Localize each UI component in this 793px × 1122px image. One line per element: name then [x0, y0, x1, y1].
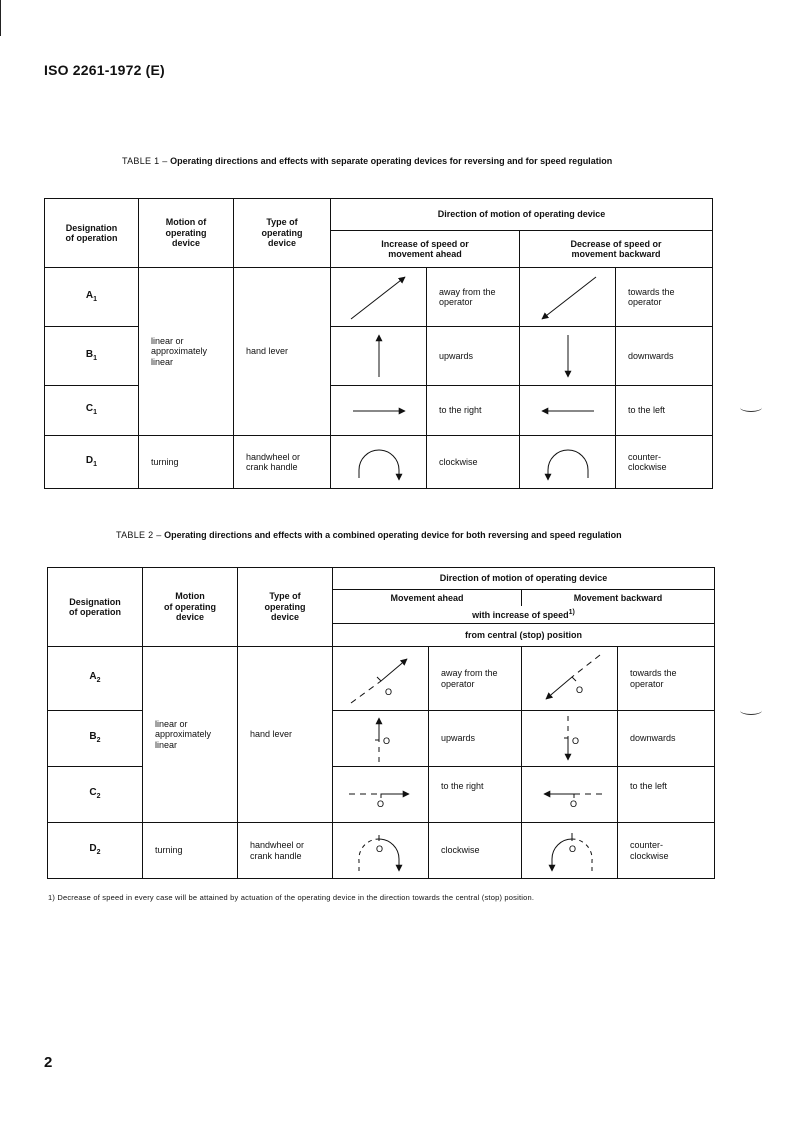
ahead-text: away from the operator: [429, 647, 522, 711]
type-cell: handwheel or crank handle: [238, 823, 333, 879]
type-cell: handwheel or crank handle: [234, 436, 331, 489]
arrow-diagonal-down-left-icon: [520, 268, 616, 327]
motion-cell: turning: [143, 823, 238, 879]
increase-text: clockwise: [427, 436, 520, 489]
table2-header-backward: Movement backward: [522, 590, 715, 606]
arc-clockwise-icon: [331, 436, 427, 489]
table2-caption: [116, 530, 622, 540]
dashed-arrow-up-icon: [333, 711, 429, 767]
table1-header-type: Type of operating device: [234, 199, 331, 268]
table2-header-with-increase: with increase of speed$^{1)}$: [333, 606, 715, 624]
center-label: O: [375, 843, 383, 854]
type-cell: hand lever: [234, 268, 331, 436]
table1-header-designation: Designation of operation: [45, 199, 139, 268]
dashed-arrow-down-icon: [522, 711, 618, 767]
table1-header-decrease: Decrease of speed or movement backward: [520, 231, 713, 268]
ahead-text: to the right: [429, 767, 522, 823]
center-label: O: [376, 798, 384, 809]
designation-cell: $C_2$: [48, 767, 143, 823]
backward-text: downwards: [618, 711, 715, 767]
center-label: O: [575, 684, 583, 695]
footnote: 1) Decrease of speed in every case will be attained by actuation of the operating device in the direction towards the central (stop) position.: [48, 893, 535, 902]
ahead-text: upwards: [429, 711, 522, 767]
backward-text: to the left: [618, 767, 715, 823]
document-reference: ISO 2261-1972 (E): [44, 62, 165, 78]
designation-cell: $D_2$: [48, 823, 143, 879]
backward-text: towards the operator: [618, 647, 715, 711]
table2-header-designation: Designation of operation: [48, 568, 143, 647]
center-label: O: [382, 735, 390, 746]
margin-mark: [740, 403, 762, 412]
arrow-left-icon: [520, 386, 616, 436]
table2-caption-lead: TABLE 2 –: [116, 530, 162, 540]
decrease-text: downwards: [616, 327, 713, 386]
table-row: [48, 647, 715, 711]
page-number: 2: [44, 1054, 53, 1071]
motion-cell: turning: [139, 436, 234, 489]
table2-header-from-central: from central (stop) position: [333, 624, 715, 647]
decrease-text: towards the operator: [616, 268, 713, 327]
arc-counterclockwise-icon: [520, 436, 616, 489]
designation-cell: $B_2$: [48, 711, 143, 767]
table-row: [45, 436, 713, 489]
dashed-arrow-diagonal-up-right-icon: [333, 647, 429, 711]
designation-cell: $A_2$: [48, 647, 143, 711]
arrow-down-icon: [520, 327, 616, 386]
motion-cell: linear or approximately linear: [139, 268, 234, 436]
arrow-right-icon: [331, 386, 427, 436]
table2-caption-text: Operating directions and effects with a combined operating device for both reversing and speed regulation: [164, 530, 622, 540]
designation-cell: $D_1$: [45, 436, 139, 489]
increase-text: upwards: [427, 327, 520, 386]
footnote-ref: 1): [568, 608, 575, 616]
decrease-text: counter- clockwise: [616, 436, 713, 489]
page-edge-mark: [0, 0, 1, 36]
table1-caption-text: Operating directions and effects with separate operating devices for reversing and for speed regulation: [170, 156, 613, 166]
decrease-text: to the left: [616, 386, 713, 436]
center-label: O: [384, 686, 392, 697]
designation-cell: $A_1$: [45, 268, 139, 327]
dashed-arrow-left-icon: [522, 767, 618, 823]
arrow-diagonal-up-right-icon: [331, 268, 427, 327]
ahead-text: clockwise: [429, 823, 522, 879]
increase-text: away from the operator: [427, 268, 520, 327]
dashed-arrow-right-icon: [333, 767, 429, 823]
table2: [47, 567, 715, 879]
center-label: O: [571, 735, 579, 746]
type-cell: hand lever: [238, 647, 333, 823]
table1-header-motion: Motion of operating device: [139, 199, 234, 268]
designation-cell: $C_1$: [45, 386, 139, 436]
table1-caption: [122, 156, 612, 166]
backward-text: counter- clockwise: [618, 823, 715, 879]
dashed-arc-clockwise-icon: [333, 823, 429, 879]
table-row: [48, 823, 715, 879]
table1-caption-lead: TABLE 1 –: [122, 156, 168, 166]
dashed-arrow-diagonal-down-left-icon: [522, 647, 618, 711]
table2-header-type: Type of operating device: [238, 568, 333, 647]
arrow-up-icon: [331, 327, 427, 386]
table-row: [45, 268, 713, 327]
table1: [44, 198, 713, 489]
center-label: O: [568, 843, 576, 854]
table2-header-motion: Motion of operating device: [143, 568, 238, 647]
table2-header-direction: Direction of motion of operating device: [333, 568, 715, 590]
table2-header-ahead: Movement ahead: [333, 590, 522, 606]
margin-mark: [740, 706, 762, 715]
dashed-arc-counterclockwise-icon: [522, 823, 618, 879]
motion-cell: linear or approximately linear: [143, 647, 238, 823]
designation-cell: $B_1$: [45, 327, 139, 386]
table1-header-increase: Increase of speed or movement ahead: [331, 231, 520, 268]
center-label: O: [569, 798, 577, 809]
increase-text: to the right: [427, 386, 520, 436]
table1-header-direction: Direction of motion of operating device: [331, 199, 713, 231]
